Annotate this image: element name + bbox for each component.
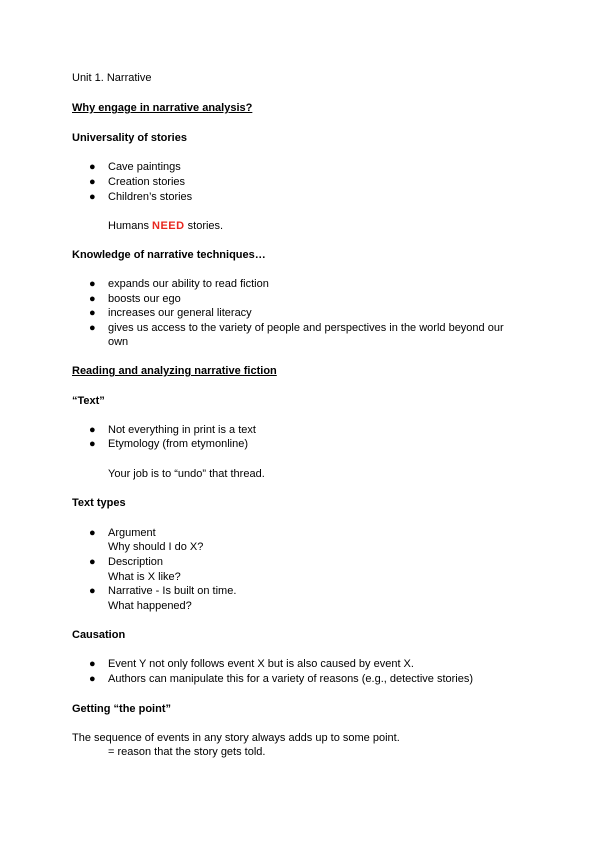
bullet-icon: ● (89, 424, 96, 436)
list-item: Authors can manipulate this for a variety of reasons (e.g., detective stories) (108, 673, 474, 685)
bullet-icon: ● (89, 176, 96, 188)
list-item: Creation stories (108, 176, 186, 188)
bullet-icon: ● (89, 658, 96, 670)
list-item-sub: Why should I do X? (108, 541, 204, 553)
point-line: The sequence of events in any story always adds up to some point. (72, 732, 400, 744)
unit-title: Unit 1. Narrative (72, 72, 152, 84)
list-item: Cave paintings (108, 161, 181, 173)
list-item-continuation: own (108, 336, 129, 348)
undo-note: Your job is to “undo” that thread. (108, 468, 265, 480)
list-item: Argument (108, 527, 156, 539)
list-item: Narrative - Is built on time. (108, 585, 237, 597)
note-text: stories. (184, 220, 224, 232)
list-item: Not everything in print is a text (108, 424, 256, 436)
bullet-icon: ● (89, 322, 96, 334)
list-item: Description (108, 556, 164, 568)
bullet-icon: ● (89, 293, 96, 305)
bullet-icon: ● (89, 585, 96, 597)
list-item: gives us access to the variety of people and perspectives in the world beyond our (108, 322, 504, 334)
heading-text-types: Text types (72, 497, 126, 509)
heading-causation: Causation (72, 629, 126, 641)
list-item: Event Y not only follows event X but is also caused by event X. (108, 658, 414, 670)
heading-universality: Universality of stories (72, 132, 187, 144)
bullet-icon: ● (89, 527, 96, 539)
bullet-icon: ● (89, 307, 96, 319)
bullet-icon: ● (89, 278, 96, 290)
bullet-icon: ● (89, 438, 96, 450)
list-item-sub: What happened? (108, 600, 192, 612)
heading-text: “Text” (72, 395, 105, 407)
list-item: expands our ability to read fiction (108, 278, 269, 290)
bullet-icon: ● (89, 556, 96, 568)
list-item: Children’s stories (108, 191, 193, 203)
bullet-icon: ● (89, 161, 96, 173)
section-heading-reading: Reading and analyzing narrative fiction (72, 365, 277, 377)
heading-point: Getting “the point” (72, 703, 171, 715)
list-item-sub: What is X like? (108, 571, 181, 583)
note-text: Humans (108, 220, 153, 232)
bullet-icon: ● (89, 673, 96, 685)
humans-need-note (108, 219, 223, 233)
list-item: increases our general literacy (108, 307, 252, 319)
need-emphasis: NEED (152, 220, 185, 232)
heading-techniques: Knowledge of narrative techniques… (72, 249, 266, 261)
point-reason: = reason that the story gets told. (108, 746, 266, 758)
list-item: boosts our ego (108, 293, 181, 305)
section-heading-why: Why engage in narrative analysis? (72, 102, 253, 114)
list-item: Etymology (from etymonline) (108, 438, 248, 450)
bullet-icon: ● (89, 191, 96, 203)
